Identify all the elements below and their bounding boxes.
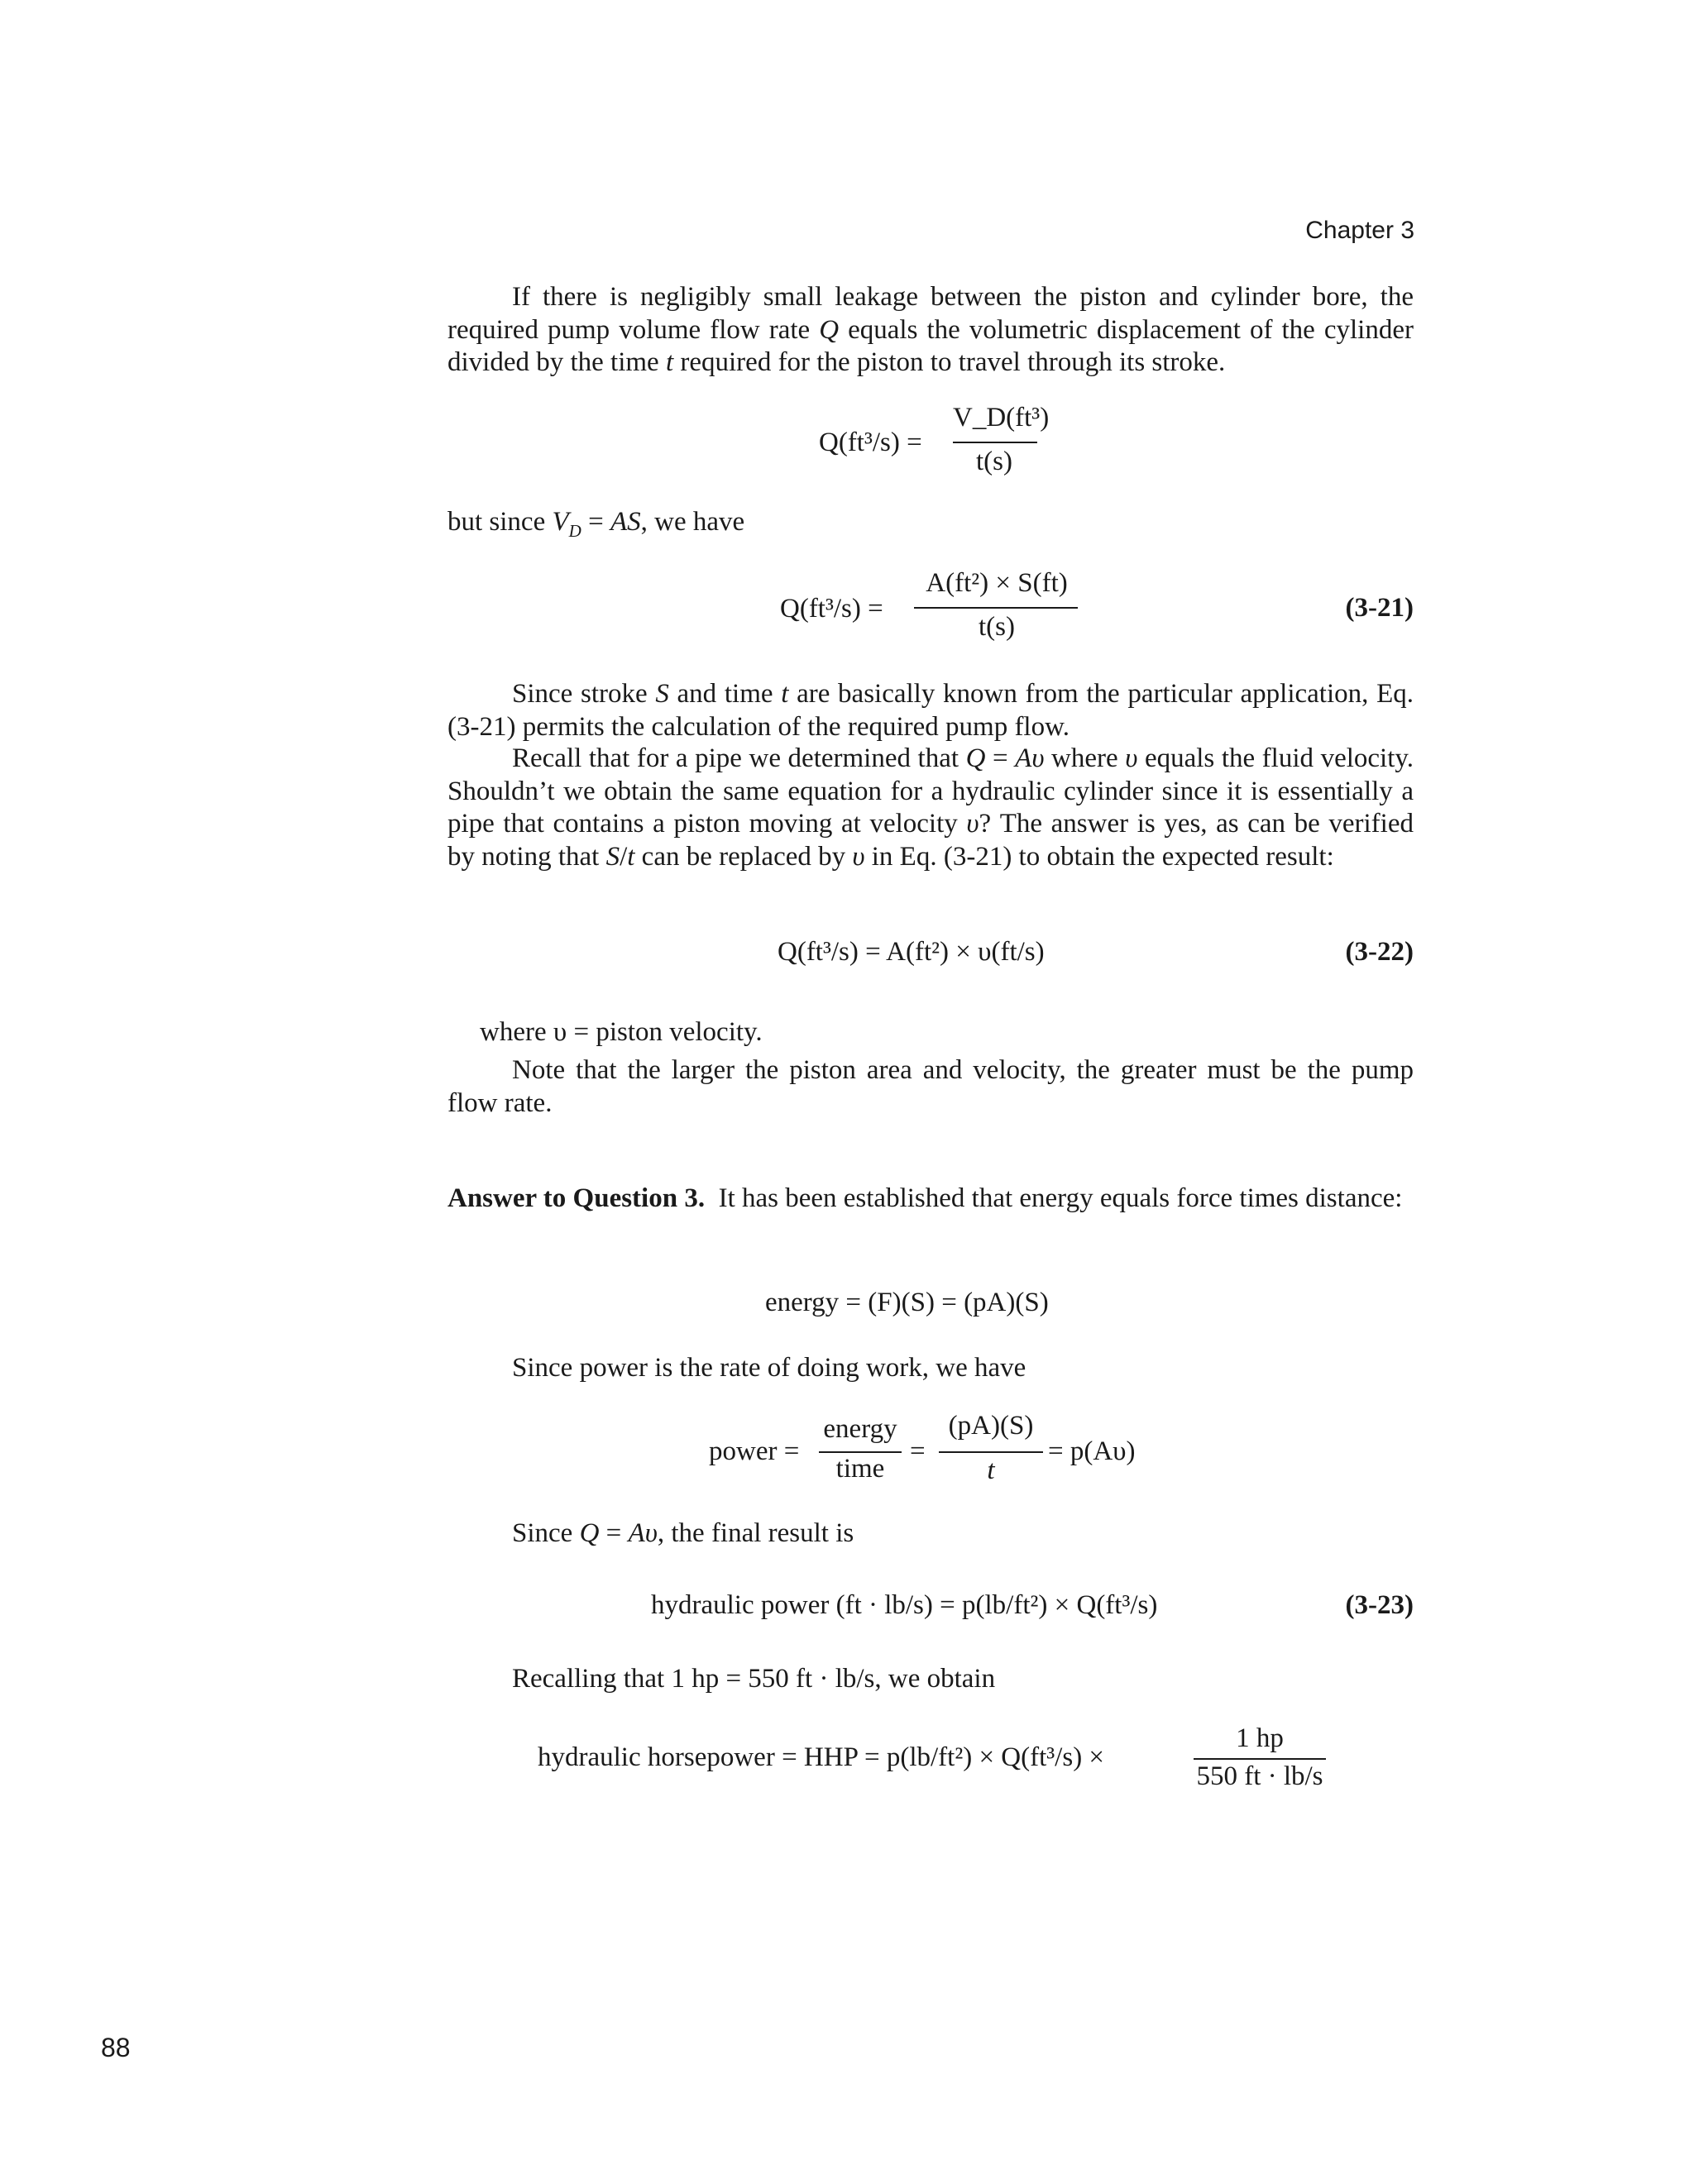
eq-power-num1: energy (823, 1414, 897, 1444)
eq-321-fraction-bar (914, 607, 1078, 609)
chapter-title: Chapter 3 (1305, 217, 1414, 244)
paragraph-intro: If there is negligibly small leakage between the piston and cylinder bore, the required pump volume flow rate Q equals the volumetric displacement of the cylinder divided by the time t required for the piston to travel through its stroke. (447, 282, 1414, 377)
power-intro-line: Since power is the rate of doing work, we have (512, 1353, 1026, 1383)
eq-322-expression: Q(ft³/s) = A(ft²) × υ(ft/s) (778, 937, 1045, 967)
eq-a-numerator: V_D(ft³) (953, 403, 1050, 432)
eq-a-denominator: t(s) (976, 447, 1012, 476)
but-since-line: but since $V_D$ = AS, we have (447, 507, 745, 541)
since-q-line: Since Q = Aυ, the final result is (512, 1518, 854, 1548)
eq-hhp-denominator: 550 ft · lb/s (1196, 1761, 1323, 1791)
eq-power-den1: time (835, 1454, 885, 1484)
var-q: Q (819, 314, 840, 345)
eq-321-denominator: t(s) (979, 612, 1015, 642)
eq-323-expression: hydraulic power (ft · lb/s) = p(lb/ft²) × Q(ft³/s) (651, 1590, 1158, 1620)
equation-energy: energy = (F)(S) = (pA)(S) (765, 1288, 1049, 1317)
paragraph-pipe-recall: Recall that for a pipe we determined that Q = Aυ where υ equals the fluid velocity. Shouldn’t we obtain the same equation for a hydraulic cylinder since it is essentially a pipe that contains a piston moving at velocity υ? The answer is yes, as can be verified by noting that S/t can be replaced by υ in Eq. (3-21) to obtain the expected result: (447, 743, 1414, 872)
eq-321-lhs: Q(ft³/s) = (780, 594, 883, 624)
eq-power-bar2 (939, 1451, 1043, 1453)
answer-text: It has been established that energy equals force times distance: (718, 1183, 1403, 1213)
eq-power-rhs: = p(Aυ) (1048, 1436, 1136, 1466)
eq-hhp-numerator: 1 hp (1236, 1723, 1284, 1753)
answer-heading: Answer to Question 3. (447, 1183, 706, 1213)
eq-power-equals: = (910, 1436, 926, 1466)
recalling-line: Recalling that 1 hp = 550 ft · lb/s, we obtain (512, 1664, 996, 1694)
eq-a-lhs: Q(ft³/s) = (819, 428, 922, 457)
eq-hhp-lhs: hydraulic horsepower = HHP = p(lb/ft²) × Q(ft³/s) × (538, 1742, 1105, 1772)
var-t: t (665, 347, 674, 377)
eq-322-label: (3-22) (1345, 937, 1414, 967)
eq-a-fraction-bar (953, 442, 1037, 443)
eq-323-label: (3-23) (1345, 1590, 1414, 1620)
eq-321-numerator: A(ft²) × S(ft) (926, 568, 1068, 598)
paragraph-note: Note that the larger the piston area and velocity, the greater must be the pump flow rate. (447, 1055, 1414, 1118)
chapter-header (1266, 217, 1414, 245)
eq-power-bar1 (819, 1451, 902, 1453)
eq-power-num2: (pA)(S) (948, 1411, 1034, 1441)
page-number: 88 (101, 2033, 131, 2062)
paragraph-stroke-time: Since stroke S and time t are basically known from the particular application, Eq. (3-21) permits the calculation of the required pump flow. (447, 679, 1414, 742)
eq-power-den2: t (987, 1455, 995, 1485)
eq-power-lhs: power = (709, 1436, 800, 1466)
eq-321-label: (3-21) (1345, 593, 1414, 623)
where-velocity-line: where υ = piston velocity. (480, 1017, 763, 1047)
answer-question-3 (447, 1183, 1414, 1216)
eq-hhp-fraction-bar (1194, 1758, 1326, 1760)
